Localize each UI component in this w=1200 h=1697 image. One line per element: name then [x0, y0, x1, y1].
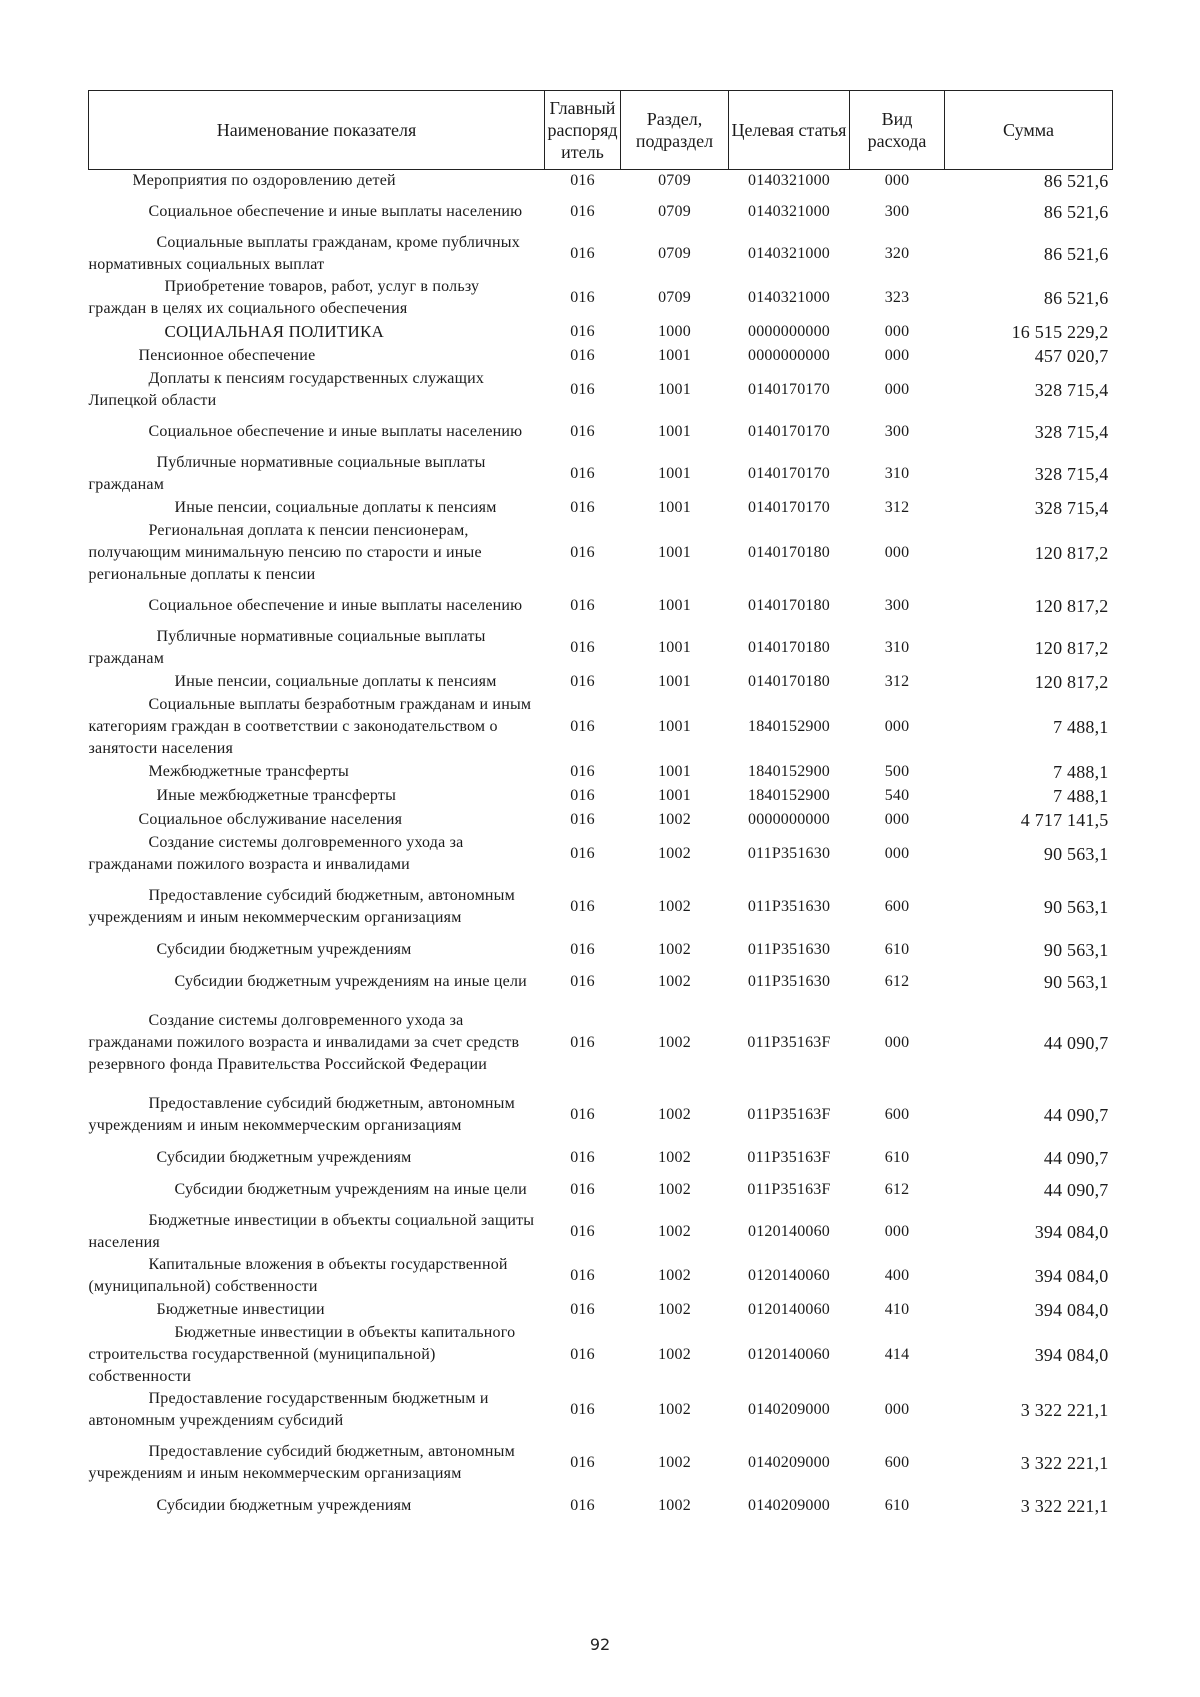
cell-name: Иные пенсии, социальные доплаты к пенсиям [174, 499, 497, 516]
table-row [89, 832, 1113, 876]
cell-section: 1001 [658, 544, 691, 561]
cell-sum: 7 488,1 [1053, 762, 1109, 782]
cell-kind: 612 [884, 973, 910, 990]
cell-grbs: 016 [570, 544, 595, 561]
cell-section: 1002 [658, 1267, 691, 1284]
cell-grbs: 016 [570, 845, 595, 862]
cell-target: 0120140060 [748, 1301, 830, 1318]
cell-name: Пенсионное обеспечение [138, 347, 316, 364]
cell-target: 0140209000 [748, 1401, 830, 1418]
cell-section: 1001 [658, 639, 691, 656]
cell-section: 1002 [658, 973, 691, 990]
cell-name: Мероприятия по оздоровлению детей [132, 172, 396, 189]
table-row [89, 170, 1113, 193]
cell-kind: 600 [884, 1106, 910, 1123]
cell-target: 0120140060 [748, 1223, 830, 1240]
cell-grbs: 016 [570, 381, 595, 398]
cell-name: Иные межбюджетные трансферты [156, 787, 397, 804]
cell-name: Предоставление субсидий бюджетным, автономным учреждениям и иным некоммерческим организациям [88, 1443, 515, 1482]
cell-section: 1002 [658, 1223, 691, 1240]
cell-sum: 3 322 221,1 [1020, 1453, 1109, 1473]
table-row [89, 876, 1113, 938]
cell-section: 1001 [658, 597, 691, 614]
table-row [89, 1494, 1113, 1518]
cell-name: Социальные выплаты безработным гражданам и иным категориям граждан в соответствии с законодательством о занятости населения [88, 696, 532, 757]
table-body [89, 170, 1113, 1519]
cell-section: 1002 [658, 941, 691, 958]
cell-section: 0709 [658, 289, 691, 306]
cell-name: Бюджетные инвестиции в объекты капитального строительства государственной (муниципальной) собственности [88, 1324, 516, 1385]
cell-grbs: 016 [570, 465, 595, 482]
cell-name: Субсидии бюджетным учреждениям на иные цели [174, 973, 527, 990]
cell-section: 1002 [658, 898, 691, 915]
cell-name: Капитальные вложения в объекты государственной (муниципальной) собственности [88, 1256, 508, 1295]
cell-kind: 500 [884, 763, 910, 780]
cell-grbs: 016 [570, 787, 595, 804]
cell-target: 0140170170 [748, 499, 830, 516]
cell-target: 011P35163F [747, 1181, 831, 1198]
cell-grbs: 016 [570, 639, 595, 656]
cell-kind: 310 [884, 639, 910, 656]
table-row [89, 1210, 1113, 1254]
cell-kind: 000 [884, 811, 910, 828]
cell-target: 0140170170 [748, 423, 830, 440]
table-row [89, 1322, 1113, 1388]
cell-sum: 120 817,2 [1034, 672, 1109, 692]
cell-name: Бюджетные инвестиции в объекты социальной защиты населения [88, 1212, 535, 1251]
table-row [89, 412, 1113, 452]
cell-grbs: 016 [570, 499, 595, 516]
cell-name: Предоставление субсидий бюджетным, автономным учреждениям и иным некоммерческим организациям [88, 887, 515, 926]
cell-target: 011P35163F [747, 1149, 831, 1166]
cell-kind: 000 [884, 845, 910, 862]
table-row [89, 962, 1113, 1002]
cell-name: Иные пенсии, социальные доплаты к пенсиям [174, 673, 497, 690]
cell-name: Межбюджетные трансферты [148, 763, 349, 780]
cell-target: 011P35163F [747, 1034, 831, 1051]
cell-target: 011P351630 [747, 941, 831, 958]
cell-section: 1002 [658, 1454, 691, 1471]
cell-name: Предоставление субсидий бюджетным, автономным учреждениям и иным некоммерческим организациям [88, 1095, 515, 1134]
cell-grbs: 016 [570, 718, 595, 735]
table-row [89, 808, 1113, 832]
cell-target: 0000000000 [748, 347, 830, 364]
cell-kind: 000 [884, 1223, 910, 1240]
cell-section: 1002 [658, 1181, 691, 1198]
cell-section: 1001 [658, 499, 691, 516]
cell-kind: 612 [884, 1181, 910, 1198]
cell-sum: 120 817,2 [1034, 543, 1109, 563]
table-row [89, 938, 1113, 962]
table-row [89, 694, 1113, 760]
cell-sum: 394 084,0 [1034, 1222, 1109, 1242]
cell-target: 0120140060 [748, 1346, 830, 1363]
cell-target: 0000000000 [748, 323, 830, 340]
table-header [89, 91, 1113, 170]
cell-sum: 86 521,6 [1043, 288, 1109, 308]
cell-sum: 44 090,7 [1043, 1105, 1109, 1125]
cell-grbs: 016 [570, 347, 595, 364]
table-row [89, 1298, 1113, 1322]
cell-grbs: 016 [570, 1301, 595, 1318]
cell-name: Публичные нормативные социальные выплаты гражданам [88, 628, 486, 667]
cell-sum: 328 715,4 [1034, 464, 1109, 484]
cell-grbs: 016 [570, 973, 595, 990]
cell-section: 1002 [658, 811, 691, 828]
cell-target: 0140170180 [748, 673, 830, 690]
cell-sum: 457 020,7 [1034, 346, 1109, 366]
cell-sum: 16 515 229,2 [1011, 322, 1109, 342]
cell-name: Публичные нормативные социальные выплаты гражданам [88, 454, 486, 493]
cell-sum: 394 084,0 [1034, 1300, 1109, 1320]
cell-target: 011P35163F [747, 1106, 831, 1123]
table-row [89, 1146, 1113, 1170]
table-row [89, 1002, 1113, 1084]
cell-kind: 000 [884, 1034, 910, 1051]
cell-target: 0140170180 [748, 544, 830, 561]
cell-sum: 328 715,4 [1034, 498, 1109, 518]
cell-kind: 310 [884, 465, 910, 482]
cell-kind: 312 [884, 499, 910, 516]
cell-name: Предоставление государственным бюджетным и автономным учреждениям субсидий [88, 1390, 489, 1429]
table-row [89, 1084, 1113, 1146]
cell-sum: 328 715,4 [1034, 422, 1109, 442]
table-row [89, 276, 1113, 320]
cell-sum: 3 322 221,1 [1020, 1400, 1109, 1420]
cell-target: 0140209000 [748, 1454, 830, 1471]
cell-sum: 90 563,1 [1043, 940, 1109, 960]
cell-sum: 44 090,7 [1043, 1180, 1109, 1200]
table-row [89, 368, 1113, 412]
table-row [89, 192, 1113, 232]
cell-target: 1840152900 [748, 718, 830, 735]
cell-name: Социальное обеспечение и иные выплаты населению [148, 597, 523, 614]
cell-target: 0000000000 [748, 811, 830, 828]
cell-name: Создание системы долговременного ухода за гражданами пожилого возраста и инвалидами за счет средств резервного фонда Правительства Российской Федерации [88, 1012, 520, 1073]
cell-kind: 000 [884, 381, 910, 398]
cell-sum: 4 717 141,5 [1020, 810, 1109, 830]
cell-name: Субсидии бюджетным учреждениям [156, 941, 412, 958]
cell-kind: 000 [884, 1401, 910, 1418]
table-row [89, 344, 1113, 368]
cell-grbs: 016 [570, 323, 595, 340]
cell-section: 1002 [658, 1346, 691, 1363]
header-grbs: Главный распоряд итель [545, 91, 621, 170]
table-row [89, 1254, 1113, 1298]
cell-target: 0120140060 [748, 1267, 830, 1284]
cell-target: 011P351630 [747, 898, 831, 915]
cell-section: 1001 [658, 763, 691, 780]
table-row [89, 784, 1113, 808]
cell-kind: 300 [884, 597, 910, 614]
cell-name: Создание системы долговременного ухода за гражданами пожилого возраста и инвалидами [88, 834, 464, 873]
cell-section: 1000 [658, 323, 691, 340]
table-row [89, 232, 1113, 276]
cell-grbs: 016 [570, 1454, 595, 1471]
cell-grbs: 016 [570, 289, 595, 306]
header-section: Раздел, подраздел [621, 91, 729, 170]
cell-sum: 394 084,0 [1034, 1345, 1109, 1365]
cell-grbs: 016 [570, 811, 595, 828]
table-row [89, 1170, 1113, 1210]
table-row [89, 1388, 1113, 1432]
cell-target: 0140170170 [748, 381, 830, 398]
cell-section: 1002 [658, 1149, 691, 1166]
cell-grbs: 016 [570, 245, 595, 262]
cell-kind: 000 [884, 323, 910, 340]
cell-target: 0140321000 [748, 245, 830, 262]
cell-section: 1001 [658, 718, 691, 735]
cell-section: 1001 [658, 465, 691, 482]
cell-sum: 3 322 221,1 [1020, 1496, 1109, 1516]
cell-kind: 000 [884, 544, 910, 561]
cell-grbs: 016 [570, 1034, 595, 1051]
cell-sum: 90 563,1 [1043, 972, 1109, 992]
cell-target: 0140321000 [748, 203, 830, 220]
cell-target: 0140321000 [748, 289, 830, 306]
cell-kind: 300 [884, 423, 910, 440]
cell-target: 0140170170 [748, 465, 830, 482]
cell-target: 0140209000 [748, 1497, 830, 1514]
cell-name: СОЦИАЛЬНАЯ ПОЛИТИКА [164, 322, 384, 341]
cell-target: 0140321000 [748, 172, 830, 189]
budget-table [88, 90, 1113, 1518]
cell-grbs: 016 [570, 1181, 595, 1198]
table-row [89, 520, 1113, 586]
cell-section: 1001 [658, 423, 691, 440]
cell-kind: 320 [884, 245, 910, 262]
cell-kind: 000 [884, 172, 910, 189]
cell-target: 1840152900 [748, 763, 830, 780]
table-row [89, 452, 1113, 496]
cell-kind: 414 [884, 1346, 910, 1363]
cell-sum: 7 488,1 [1053, 717, 1109, 737]
cell-section: 1001 [658, 347, 691, 364]
cell-sum: 86 521,6 [1043, 202, 1109, 222]
cell-kind: 400 [884, 1267, 910, 1284]
cell-name: Социальное обеспечение и иные выплаты населению [148, 423, 523, 440]
cell-section: 1002 [658, 1301, 691, 1318]
cell-kind: 600 [884, 1454, 910, 1471]
cell-section: 1002 [658, 1106, 691, 1123]
cell-grbs: 016 [570, 673, 595, 690]
cell-name: Субсидии бюджетным учреждениям на иные цели [174, 1181, 527, 1198]
cell-grbs: 016 [570, 898, 595, 915]
cell-target: 1840152900 [748, 787, 830, 804]
cell-kind: 000 [884, 718, 910, 735]
cell-name: Приобретение товаров, работ, услуг в пользу граждан в целях их социального обеспечения [88, 278, 480, 317]
cell-target: 011P351630 [747, 973, 831, 990]
table-row [89, 320, 1113, 344]
cell-grbs: 016 [570, 763, 595, 780]
cell-name: Субсидии бюджетным учреждениям [156, 1497, 412, 1514]
cell-kind: 312 [884, 673, 910, 690]
table-row [89, 670, 1113, 694]
cell-grbs: 016 [570, 1401, 595, 1418]
cell-kind: 323 [884, 289, 910, 306]
cell-grbs: 016 [570, 1497, 595, 1514]
cell-section: 1002 [658, 1401, 691, 1418]
cell-section: 0709 [658, 245, 691, 262]
cell-name: Субсидии бюджетным учреждениям [156, 1149, 412, 1166]
table-row [89, 586, 1113, 626]
cell-name: Социальное обеспечение и иные выплаты населению [148, 203, 523, 220]
cell-grbs: 016 [570, 423, 595, 440]
cell-section: 1001 [658, 673, 691, 690]
cell-target: 0140170180 [748, 639, 830, 656]
cell-name: Социальное обслуживание населения [138, 811, 403, 828]
cell-grbs: 016 [570, 1149, 595, 1166]
cell-sum: 44 090,7 [1043, 1148, 1109, 1168]
cell-grbs: 016 [570, 1106, 595, 1123]
cell-section: 1001 [658, 787, 691, 804]
cell-kind: 300 [884, 203, 910, 220]
cell-kind: 610 [884, 1497, 910, 1514]
cell-grbs: 016 [570, 1267, 595, 1284]
table-row [89, 760, 1113, 784]
cell-sum: 44 090,7 [1043, 1033, 1109, 1053]
cell-kind: 540 [884, 787, 910, 804]
cell-sum: 120 817,2 [1034, 596, 1109, 616]
table-row [89, 496, 1113, 520]
cell-sum: 7 488,1 [1053, 786, 1109, 806]
cell-section: 0709 [658, 203, 691, 220]
cell-name: Доплаты к пенсиям государственных служащих Липецкой области [88, 370, 485, 409]
cell-section: 1002 [658, 1497, 691, 1514]
header-kind: Вид расхода [850, 91, 945, 170]
cell-section: 1002 [658, 845, 691, 862]
cell-name: Региональная доплата к пенсии пенсионерам, получающим минимальную пенсию по старости и иные региональные доплаты к пенсии [88, 522, 482, 583]
cell-sum: 86 521,6 [1043, 171, 1109, 191]
cell-grbs: 016 [570, 172, 595, 189]
cell-sum: 90 563,1 [1043, 844, 1109, 864]
cell-section: 1001 [658, 381, 691, 398]
header-name: Наименование показателя [89, 91, 545, 170]
cell-sum: 90 563,1 [1043, 897, 1109, 917]
cell-sum: 328 715,4 [1034, 380, 1109, 400]
cell-sum: 120 817,2 [1034, 638, 1109, 658]
cell-grbs: 016 [570, 597, 595, 614]
cell-kind: 610 [884, 1149, 910, 1166]
cell-section: 1002 [658, 1034, 691, 1051]
header-sum: Сумма [945, 91, 1113, 170]
table-row [89, 626, 1113, 670]
cell-kind: 600 [884, 898, 910, 915]
cell-target: 0140170180 [748, 597, 830, 614]
cell-name: Социальные выплаты гражданам, кроме публичных нормативных социальных выплат [88, 234, 520, 273]
cell-kind: 610 [884, 941, 910, 958]
cell-kind: 000 [884, 347, 910, 364]
cell-sum: 394 084,0 [1034, 1266, 1109, 1286]
table-row [89, 1432, 1113, 1494]
cell-grbs: 016 [570, 1346, 595, 1363]
cell-grbs: 016 [570, 203, 595, 220]
cell-grbs: 016 [570, 941, 595, 958]
cell-grbs: 016 [570, 1223, 595, 1240]
cell-kind: 410 [884, 1301, 910, 1318]
cell-name: Бюджетные инвестиции [156, 1301, 325, 1318]
cell-section: 0709 [658, 172, 691, 189]
header-target: Целевая статья [729, 91, 850, 170]
cell-sum: 86 521,6 [1043, 244, 1109, 264]
cell-target: 011P351630 [747, 845, 831, 862]
page-number: 92 [589, 1635, 611, 1654]
